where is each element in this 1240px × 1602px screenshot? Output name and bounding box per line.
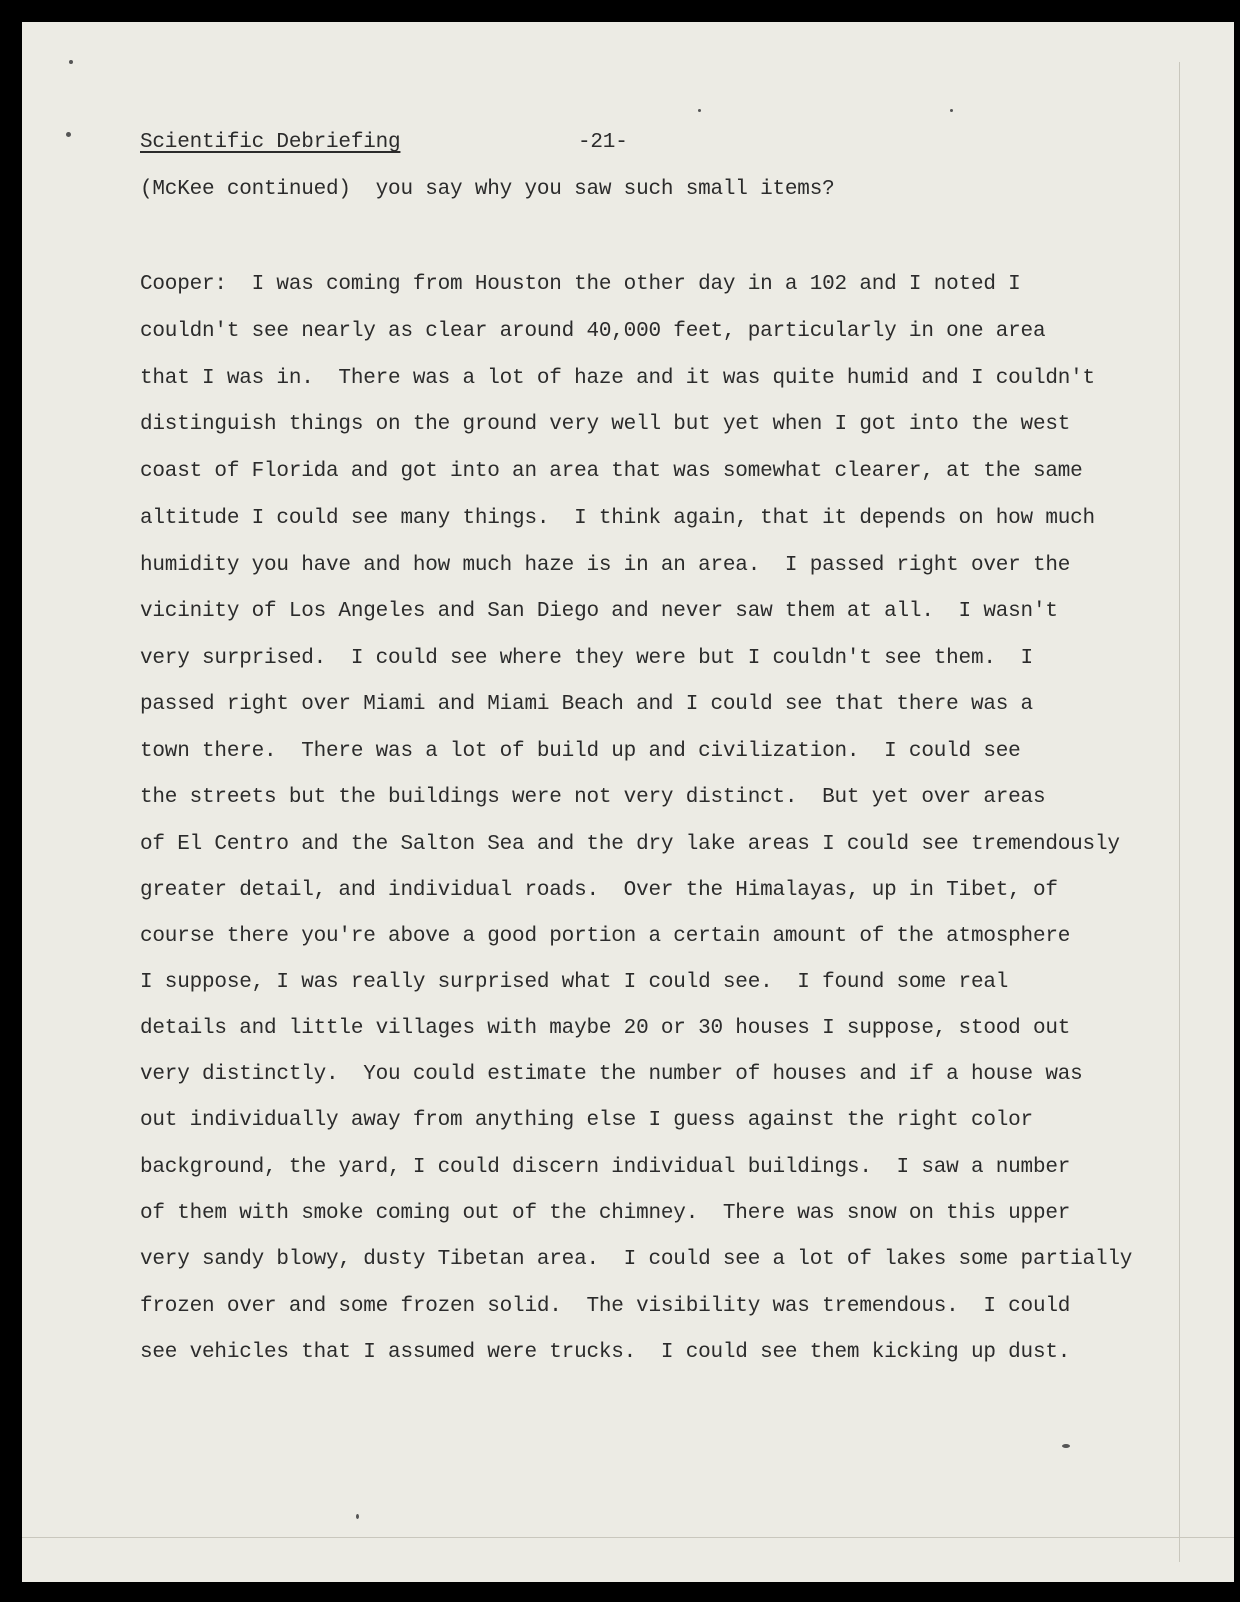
dust-speck (1062, 1444, 1070, 1448)
body-line: details and little villages with maybe 20 or 30 houses I suppose, stood out (140, 1017, 1071, 1040)
body-line: altitude I could see many things. I think again, that it depends on how much (140, 507, 1095, 530)
body-line: couldn't see nearly as clear around 40,000 feet, particularly in one area (140, 320, 1046, 343)
body-line: frozen over and some frozen solid. The visibility was tremendous. I could (140, 1295, 1071, 1318)
body-line: humidity you have and how much haze is in an area. I passed right over the (140, 554, 1071, 577)
body-line: very distinctly. You could estimate the number of houses and if a house was (140, 1063, 1083, 1086)
body-line: coast of Florida and got into an area that was somewhat clearer, at the same (140, 460, 1083, 483)
body-line: of El Centro and the Salton Sea and the dry lake areas I could see tremendously (140, 833, 1120, 856)
body-line: very surprised. I could see where they were but I couldn't see them. I (140, 647, 1033, 670)
page-header-title: Scientific Debriefing (140, 131, 401, 154)
body-line: course there you're above a good portion a certain amount of the atmosphere (140, 925, 1071, 948)
body-line: distinguish things on the ground very well but yet when I got into the west (140, 413, 1071, 436)
body-line: see vehicles that I assumed were trucks. I could see them kicking up dust. (140, 1341, 1071, 1364)
body-line: that I was in. There was a lot of haze and it was quite humid and I couldn't (140, 367, 1095, 390)
body-line: Cooper: I was coming from Houston the other day in a 102 and I noted I (140, 273, 1021, 296)
body-line: vicinity of Los Angeles and San Diego and never saw them at all. I wasn't (140, 600, 1058, 623)
dust-speck (950, 109, 953, 112)
body-line: I suppose, I was really surprised what I could see. I found some real (140, 971, 1009, 994)
body-line: town there. There was a lot of build up and civilization. I could see (140, 740, 1021, 763)
dust-speck (356, 1514, 359, 1519)
body-line: of them with smoke coming out of the chimney. There was snow on this upper (140, 1202, 1071, 1225)
body-line: out individually away from anything else I guess against the right color (140, 1109, 1033, 1132)
page-number: -21- (578, 131, 628, 154)
body-line: background, the yard, I could discern individual buildings. I saw a number (140, 1156, 1071, 1179)
dust-speck (66, 132, 71, 137)
dust-speck (69, 60, 73, 64)
body-line: greater detail, and individual roads. Over the Himalayas, up in Tibet, of (140, 879, 1058, 902)
body-line: very sandy blowy, dusty Tibetan area. I could see a lot of lakes some partially (140, 1248, 1133, 1271)
body-line: the streets but the buildings were not very distinct. But yet over areas (140, 786, 1046, 809)
continuation-line: (McKee continued) you say why you saw such small items? (140, 178, 835, 201)
dust-speck (698, 109, 701, 112)
paper-sheet (22, 22, 1234, 1582)
body-line: passed right over Miami and Miami Beach and I could see that there was a (140, 693, 1033, 716)
